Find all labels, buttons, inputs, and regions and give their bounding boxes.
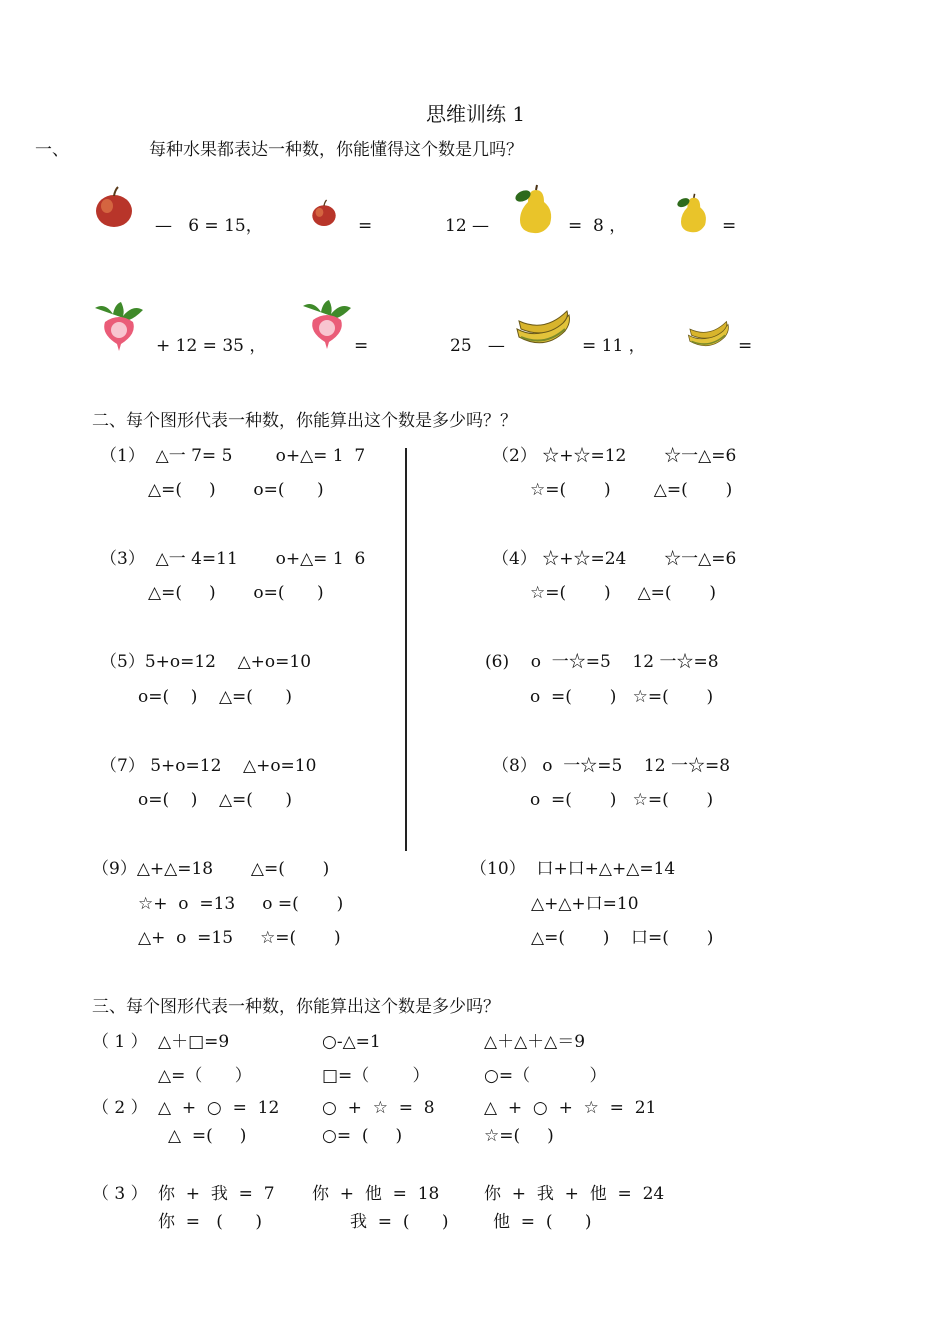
- q2-answer-b: ○= ( ): [322, 1126, 403, 1146]
- eq-banana-answer: =: [738, 336, 753, 356]
- problem-7-equations: （7） 5+o=12 △+o=10: [100, 756, 317, 776]
- problem-10-line-3: △=( ) 口=( ): [531, 928, 714, 948]
- pear-icon: [676, 193, 710, 233]
- problem-10-line-1: （10） 口+口+△+△=14: [470, 859, 676, 879]
- q3-equation-a: 你 + 我 = 7: [158, 1184, 275, 1204]
- eq-radish-answer: =: [354, 336, 369, 356]
- problem-8-answers: o =( ) ☆=( ): [530, 790, 714, 810]
- problem-2-answers: ☆=( ) △=( ): [530, 480, 733, 500]
- apple-icon: [311, 198, 337, 228]
- column-divider: [405, 448, 407, 851]
- problem-5-equations: （5）5+o=12 △+o=10: [100, 652, 312, 672]
- page-title: 思维训练 1: [426, 102, 526, 126]
- problem-3-equations: （3） △一 4=11 o+△= 1 6: [100, 549, 366, 569]
- section1-heading: 每种水果都表达一种数，你能懂得这个数是几吗？: [149, 140, 523, 160]
- problem-4-answers: ☆=( ) △=( ): [530, 583, 717, 603]
- eq-pear-answer: =: [722, 216, 737, 236]
- q3-answer-c: 他 = ( ): [493, 1212, 592, 1232]
- q3-answer-b: 我 = ( ): [350, 1212, 449, 1232]
- problem-4-equations: （4） ☆+☆=24 ☆一△=6: [492, 549, 737, 569]
- problem-2-equations: （2） ☆+☆=12 ☆一△=6: [492, 446, 737, 466]
- problem-10-line-2: △+△+口=10: [531, 894, 639, 914]
- q3-answer-a: 你 = ( ): [158, 1212, 262, 1232]
- radish-icon: [91, 300, 147, 352]
- section3-heading: 三、每个图形代表一种数，你能算出这个数是多少吗？: [92, 997, 500, 1017]
- q3-number: （ 3 ）: [92, 1184, 148, 1204]
- q2-equation-b: ○ + ☆ = 8: [322, 1098, 435, 1118]
- eq-banana-1-right: = 11 ，: [582, 336, 646, 356]
- q2-answer-a: △ =( ): [168, 1126, 247, 1146]
- problem-6-answers: o =( ) ☆=( ): [530, 687, 714, 707]
- problem-1-answers: △=( ) o=( ): [148, 480, 324, 500]
- q3-equation-c: 你 + 我 + 他 = 24: [484, 1184, 665, 1204]
- problem-8-equations: （8） o 一☆=5 12 一☆=8: [492, 756, 731, 776]
- banana-icon: [515, 309, 573, 351]
- q1-answer-b: □=（ ）: [322, 1066, 430, 1086]
- eq-banana-1-left: 25 —: [450, 336, 505, 356]
- problem-5-answers: o=( ) △=( ): [138, 687, 292, 707]
- q1-answer-a: △=（ ）: [158, 1066, 252, 1086]
- problem-9-line-3: △+ o =15 ☆=( ): [138, 928, 341, 948]
- problem-1-equations: （1） △一 7= 5 o+△= 1 7: [100, 446, 366, 466]
- pear-icon: [514, 184, 556, 234]
- q2-equation-c: △ + ○ + ☆ = 21: [484, 1098, 657, 1118]
- q2-number: （ 2 ）: [92, 1098, 148, 1118]
- q2-equation-a: △ + ○ = 12: [158, 1098, 280, 1118]
- problem-6-equations: (6) o 一☆=5 12 一☆=8: [485, 652, 719, 672]
- problem-9-line-1: （9）△+△=18 △=( ): [92, 859, 330, 879]
- eq-apple-answer: =: [358, 216, 373, 236]
- problem-9-line-2: ☆+ o =13 o =( ): [138, 894, 344, 914]
- q1-equation-b: ○-△=1: [322, 1032, 381, 1052]
- problem-7-answers: o=( ) △=( ): [138, 790, 292, 810]
- q1-number: （ 1 ）: [92, 1032, 148, 1052]
- eq-apple-1: — 6 = 15，: [155, 216, 263, 236]
- apple-icon: [94, 186, 134, 228]
- eq-pear-1-left: 12 —: [445, 216, 490, 236]
- q1-equation-a: △＋□=9: [158, 1032, 230, 1052]
- eq-pear-1-right: = 8 ，: [568, 216, 627, 236]
- section1-number: 一、: [35, 140, 69, 160]
- banana-icon: [686, 320, 732, 352]
- q1-answer-c: ○=（ ）: [484, 1066, 607, 1086]
- eq-radish-1: + 12 = 35 ，: [156, 336, 267, 356]
- section2-heading: 二、每个图形代表一种数，你能算出这个数是多少吗？？: [92, 411, 517, 431]
- problem-3-answers: △=( ) o=( ): [148, 583, 324, 603]
- q3-equation-b: 你 + 他 = 18: [312, 1184, 440, 1204]
- q1-equation-c: △＋△＋△＝9: [484, 1032, 586, 1052]
- q2-answer-c: ☆=( ): [484, 1126, 554, 1146]
- radish-icon: [299, 298, 355, 350]
